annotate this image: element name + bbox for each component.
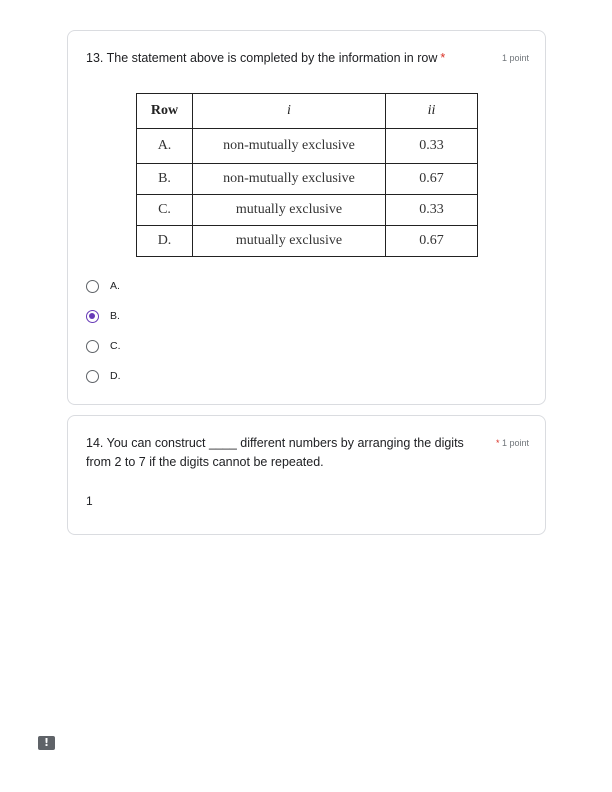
- radio-option-d[interactable]: [86, 361, 121, 391]
- table-cell: B.: [137, 164, 193, 195]
- question-card-14: [67, 415, 546, 535]
- option-label: A.: [110, 280, 120, 292]
- report-problem-icon[interactable]: !: [38, 736, 55, 750]
- radio-group: [86, 271, 121, 391]
- required-asterisk: *: [440, 51, 446, 65]
- radio-option-a[interactable]: [86, 271, 121, 301]
- points-label: [493, 434, 529, 453]
- question-image-table: [136, 93, 478, 257]
- table-header-row-col: Row: [137, 94, 193, 129]
- table-cell: C.: [137, 195, 193, 226]
- question-header-14: [86, 434, 529, 472]
- table-cell: 0.33: [386, 195, 478, 226]
- radio-button[interactable]: [86, 340, 99, 353]
- table-cell: 0.67: [386, 226, 478, 257]
- table-cell: mutually exclusive: [193, 226, 386, 257]
- table-cell: non-mutually exclusive: [193, 164, 386, 195]
- table-cell: A.: [137, 129, 193, 164]
- radio-option-b[interactable]: [86, 301, 121, 331]
- table-row: [137, 195, 478, 226]
- table-header-ii: ii: [386, 94, 478, 129]
- answer-key-table: [136, 93, 478, 257]
- radio-button[interactable]: [86, 370, 99, 383]
- table-header-i: i: [193, 94, 386, 129]
- question-card-13: [67, 30, 546, 405]
- radio-button[interactable]: [86, 280, 99, 293]
- table-cell: mutually exclusive: [193, 195, 386, 226]
- table-cell: non-mutually exclusive: [193, 129, 386, 164]
- question-title-13: 13. The statement above is completed by the information in row: [86, 51, 438, 65]
- question-title-14: 14. You can construct ____ different numbers by arranging the digits from 2 to 7 if the digits cannot be repeated.: [86, 436, 464, 469]
- radio-option-c[interactable]: [86, 331, 121, 361]
- required-asterisk: *: [495, 438, 500, 448]
- option-label: D.: [110, 370, 121, 382]
- question-header-13: [86, 49, 529, 68]
- option-label: C.: [110, 340, 121, 352]
- table-row: [137, 226, 478, 257]
- table-cell: 0.33: [386, 129, 478, 164]
- table-cell: D.: [137, 226, 193, 257]
- points-label: 1 point: [501, 53, 529, 63]
- radio-button-selected[interactable]: [86, 310, 99, 323]
- points-text: 1 point: [501, 438, 529, 448]
- table-row: [137, 164, 478, 195]
- table-header-row: [137, 94, 478, 129]
- table-row: [137, 129, 478, 164]
- table-cell: 0.67: [386, 164, 478, 195]
- option-label: B.: [110, 310, 120, 322]
- short-answer-response: 1: [86, 494, 93, 508]
